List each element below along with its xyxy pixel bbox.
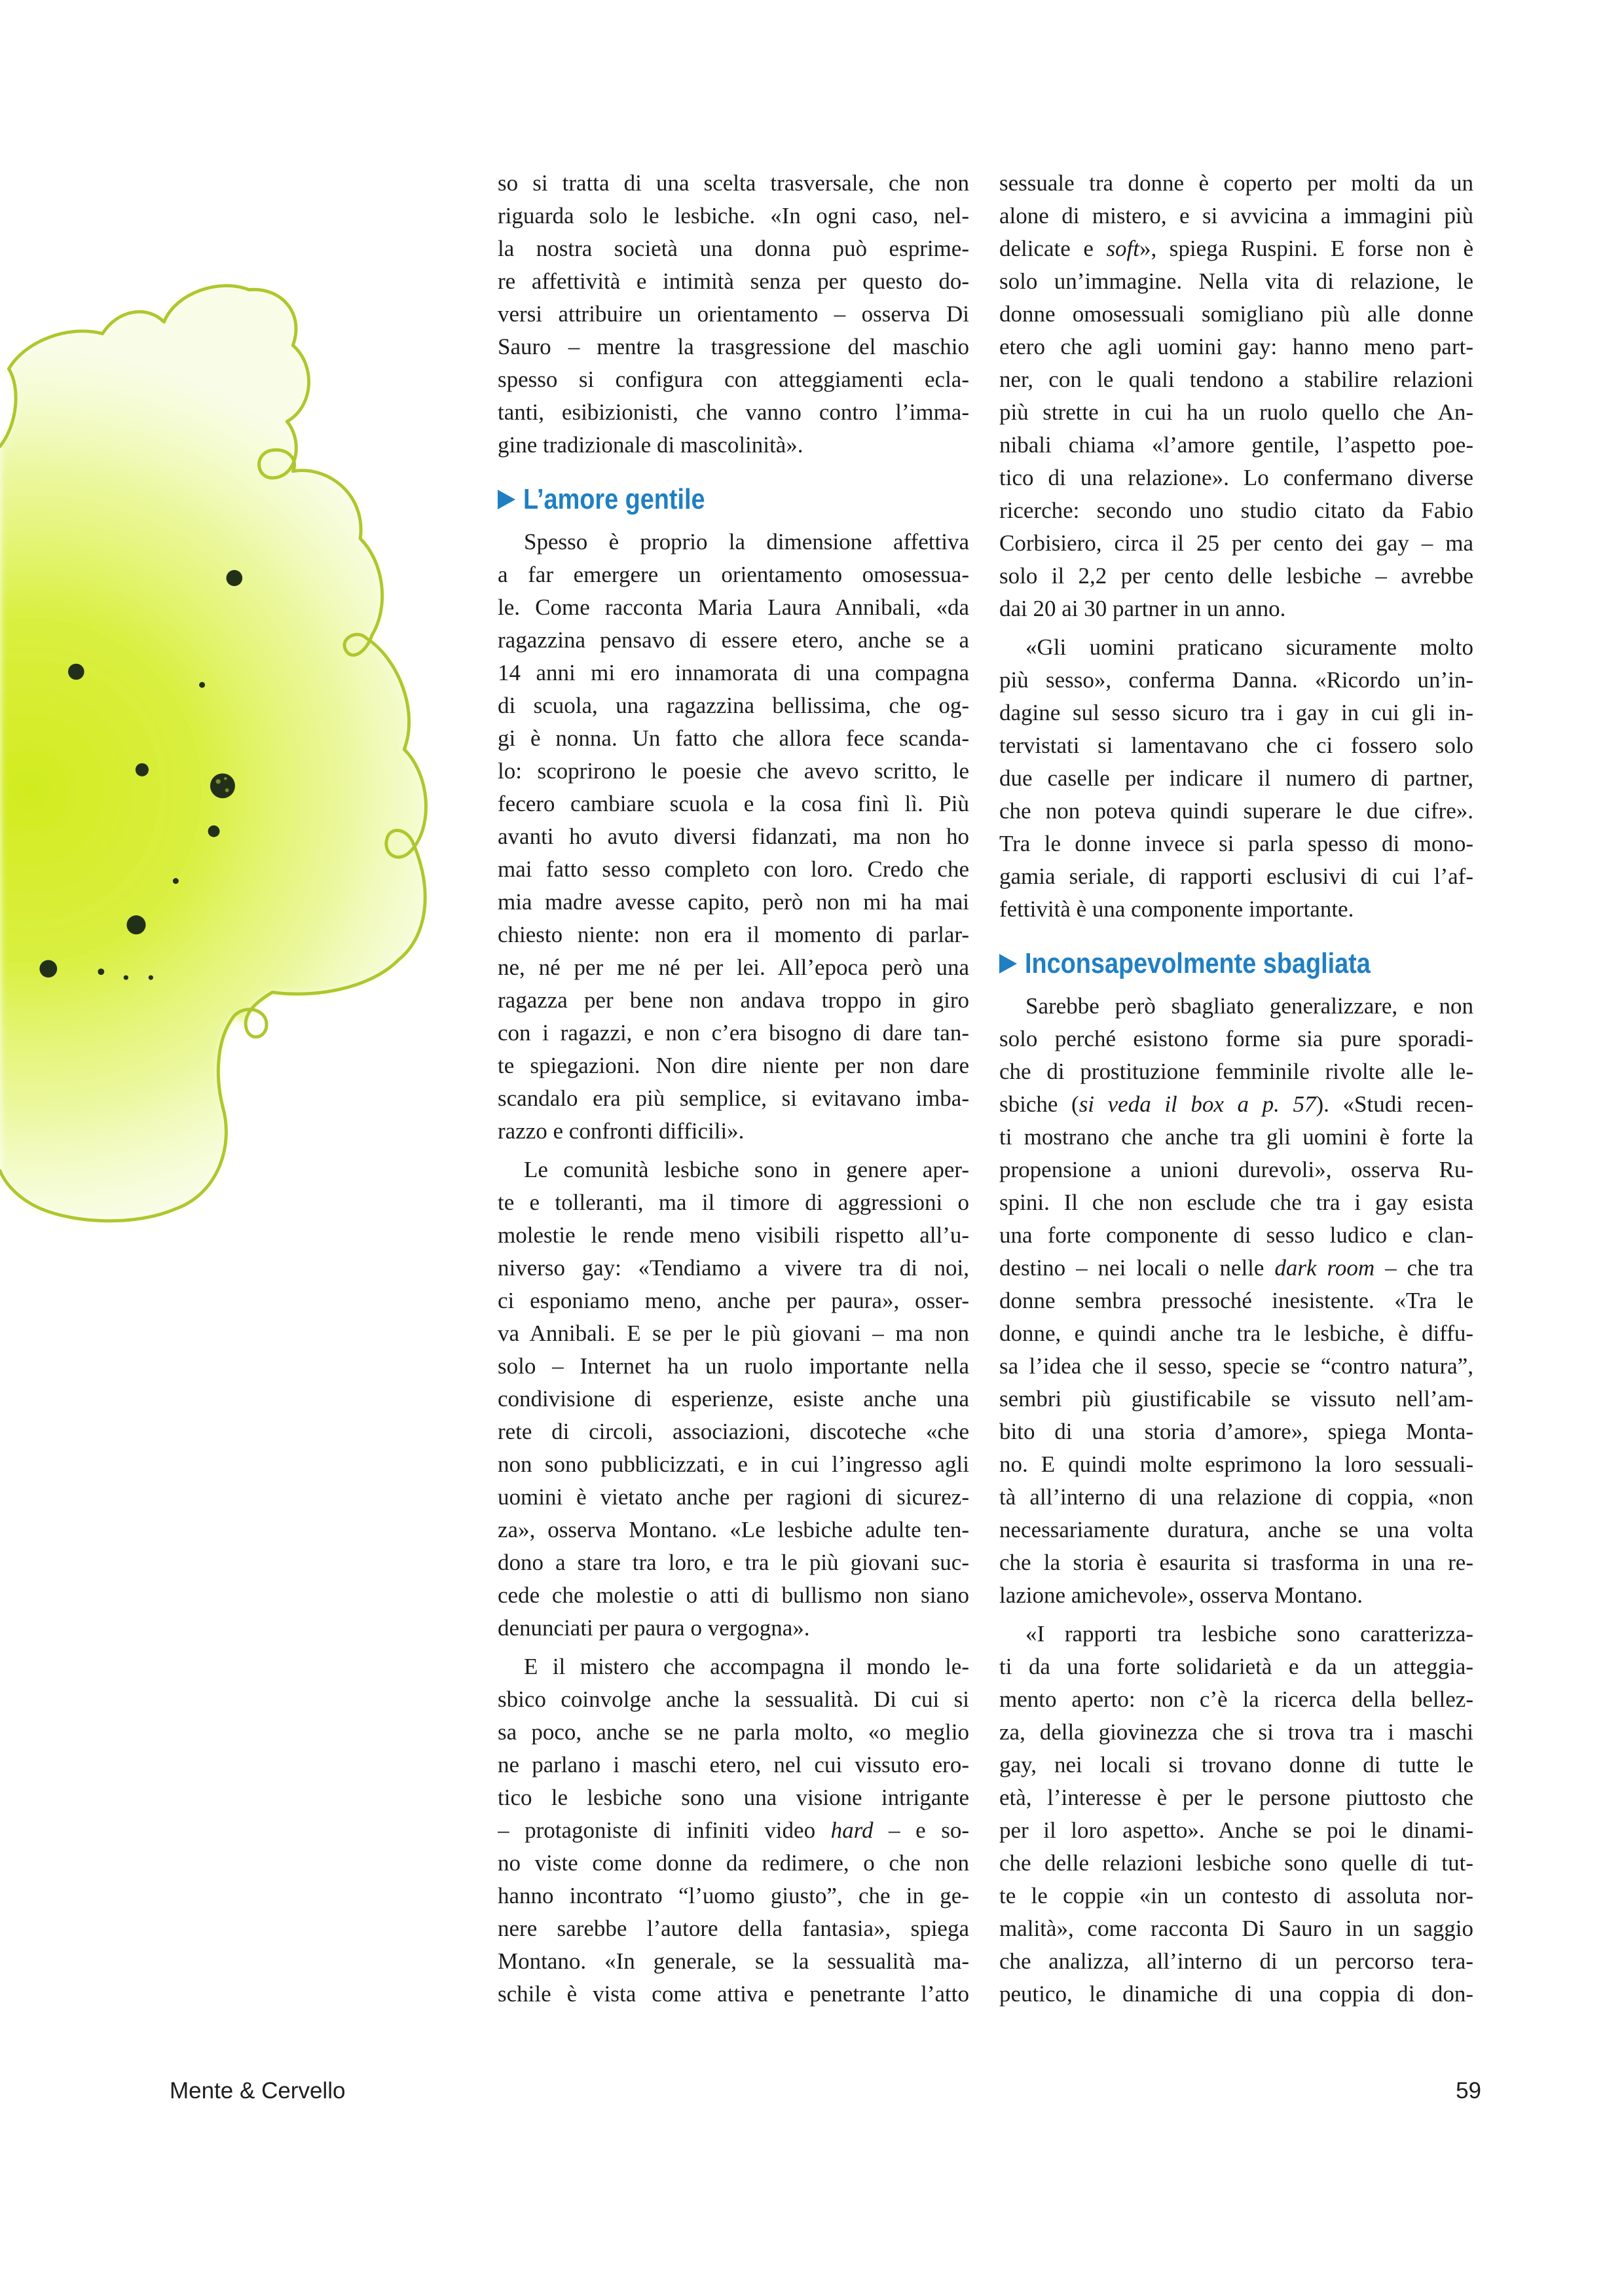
text-line: sessuale tra donne è coperto per molti da un [999,170,1473,196]
text-line: Tra le donne invece si parla spesso di mono- [999,831,1473,856]
watercolor-cloud-illustration [0,0,458,1244]
ink-dot-speck [225,788,229,792]
paragraph [498,1650,969,2011]
text-line: che delle relazioni lesbiche sono quelle di tut- [999,1850,1473,1876]
cloud-fill [0,285,426,1220]
text-line: scandalo era più semplice, si evitavano imba- [498,1085,969,1111]
text-line: che la storia è esaurita si trasforma in una re- [999,1550,1473,1575]
text-line: te spiegazioni. Non dire niente per non dare [498,1053,969,1078]
text-line: donne sembra pressoché inesistente. «Tra le [999,1288,1473,1313]
text-line: alone di mistero, e si avvicina a immagini più [999,203,1473,228]
ink-dot [227,570,243,587]
text-line: mia madre avesse capito, però non mi ha mai [498,889,969,915]
article-left-column [498,167,969,2011]
ink-dot [39,960,57,977]
text-line: una forte componente di sesso ludico e clan- [999,1222,1473,1248]
footer-page-number: 59 [1456,2078,1481,2104]
text-line: più sesso», conferma Danna. «Ricordo un’in- [999,667,1473,693]
section-heading-text: L’amore gentile [523,483,705,515]
text-segment: – protagoniste di infiniti video [498,1817,831,1843]
text-line: per il loro aspetto». Anche se poi le dinami- [999,1817,1473,1843]
text-line: mai fatto sesso completo con loro. Credo che [498,856,969,882]
text-line: «Gli uomini praticano sicuramente molto [1025,634,1473,660]
text-line: lazione amichevole», osserva Montano. [999,1582,1363,1608]
ink-dot [208,826,220,837]
text-line: E il mistero che accompagna il mondo le- [524,1654,969,1679]
text-line: te e tolleranti, ma il timore di aggressioni o [498,1190,969,1215]
text-line [999,232,1473,265]
text-segment: ). «Studi recen- [1316,1091,1473,1117]
text-line: la nostra società una donna può esprime- [498,236,969,261]
text-line: gi è nonna. Un fatto che allora fece scanda- [498,725,969,751]
text-line: sbico coinvolge anche la sessualità. Di cui si [498,1686,969,1712]
text-line: gay, nei locali si trovano donne di tutte le [999,1752,1473,1777]
section-heading-text: Inconsapevolmente sbagliata [1025,947,1371,979]
text-line: re affettività e intimità senza per questo do- [498,268,969,294]
text-line: schile è vista come attiva e penetrante l’atto [498,1981,969,2007]
text-line: che analizza, all’interno di un percorso tera- [999,1948,1473,1974]
text-line: dono a stare tra loro, e tra le più giovani suc- [498,1550,969,1575]
ink-dot [98,968,104,975]
text-line: sa l’idea che il sesso, specie se “contro natura”, [999,1353,1473,1379]
text-line: solo un’immagine. Nella vita di relazione, le [999,268,1473,294]
text-line: dagine sul sesso sicuro tra i gay in cui gli in- [999,700,1473,725]
text-line: due caselle per indicare il numero di partner, [999,765,1473,791]
text-line: che di prostituzione femminile rivolte alle le- [999,1059,1473,1084]
text-line: età, l’interesse è per le persone piuttosto che [999,1785,1473,1810]
text-segment: », spiega Ruspini. E forse non è [1139,236,1473,261]
text-line: non sono pubblicizzati, e in cui l’ingresso agli [498,1451,969,1477]
text-line: donne, e quindi anche tra le lesbiche, è diffu- [999,1321,1473,1346]
text-line: niverso gay: «Tendiamo a vivere tra di noi, [498,1255,969,1281]
text-line: condivisione di esperienze, esiste anche una [498,1386,969,1412]
paragraph [999,167,1473,625]
text-line: Le comunità lesbiche sono in genere aper- [524,1157,969,1182]
text-line: riguarda solo le lesbiche. «In ogni caso, nel- [498,203,969,228]
text-line: cede che molestie o atti di bullismo non siano [498,1582,969,1608]
text-line: denunciati per paura o vergogna». [498,1615,810,1641]
footer-magazine-name: Mente & Cervello [170,2078,346,2104]
text-line: ragazza per bene non andava troppo in giro [498,987,969,1013]
text-line: Montano. «In generale, se la sessualità ma- [498,1948,969,1974]
text-line: solo perché esistono forme sia pure sporadi- [999,1026,1473,1051]
text-line: ner, con le quali tendono a stabilire relazioni [999,367,1473,392]
text-line: te le coppie «in un contesto di assoluta nor- [999,1883,1473,1908]
text-line: che non poteva quindi superare le due cifre». [999,798,1473,824]
text-line [999,1252,1473,1285]
text-line: ti mostrano che anche tra gli uomini è forte la [999,1124,1473,1150]
text-line: mento aperto: non c’è la ricerca della bellez- [999,1686,1473,1712]
italic-text: dark room [1274,1255,1375,1281]
ink-dot [149,975,153,980]
text-line: «I rapporti tra lesbiche sono caratterizza- [1025,1621,1473,1647]
ink-dot-speck [216,779,221,784]
text-line: no viste come donne da redimere, o che non [498,1850,969,1876]
text-line: versi attribuire un orientamento – osserva Di [498,301,969,327]
text-line: molestie le rende meno visibili rispetto all’u- [498,1222,969,1248]
text-line: razzo e confronti difficili». [498,1118,745,1144]
triangle-right-icon [999,954,1017,974]
text-segment: – e so- [873,1817,969,1843]
text-line: sembri più giustificabile se vissuto nell’am- [999,1386,1473,1412]
text-line: lo: scoprirono le poesie che avevo scritto, le [498,758,969,784]
text-line: spesso si configura con atteggiamenti ecla- [498,367,969,392]
italic-text: soft [1106,236,1140,261]
text-line: fettività è una componente importante. [999,896,1354,922]
text-line: sa poco, anche se ne parla molto, «o meglio [498,1719,969,1745]
text-line: no. E quindi molte esprimono la loro sessuali- [999,1451,1473,1477]
paragraph [498,1154,969,1645]
text-line: spini. Il che non esclude che tra i gay esista [999,1190,1473,1215]
text-line: Sarebbe però sbagliato generalizzare, e non [1025,993,1473,1019]
text-line: ne, né per me né per lei. All’epoca però una [498,955,969,980]
text-line: nere sarebbe l’autore della fantasia», spiega [498,1916,969,1941]
text-line: tico le lesbiche sono una visione intrigante [498,1785,969,1810]
ink-dot [173,878,179,884]
paragraph [999,1618,1473,2011]
paragraph [498,167,969,462]
text-line: malità», come racconta Di Sauro in un saggio [999,1916,1473,1941]
text-line: a far emergere un orientamento omosessua- [498,562,969,587]
italic-text: si veda il box a p. 57 [1079,1091,1316,1117]
text-line: donne omosessuali somigliano più alle donne [999,301,1473,327]
paragraph [498,526,969,1148]
text-line: propensione a unioni durevoli», osserva Ru- [999,1157,1473,1182]
text-line: Spesso è proprio la dimensione affettiva [524,529,969,555]
text-line: con i ragazzi, e non c’era bisogno di dare tan- [498,1020,969,1046]
text-line: za, della giovinezza che si trova tra i maschi [999,1719,1473,1745]
text-segment: sbiche ( [999,1091,1079,1117]
text-line: tanti, esibizionisti, che vanno contro l’imma- [498,399,969,425]
text-line: solo il 2,2 per cento delle lesbiche – avrebbe [999,563,1473,589]
text-line: so si tratta di una scelta trasversale, che non [498,170,969,196]
ink-dot [210,773,235,798]
article-right-column [999,167,1473,2011]
ink-dot [136,763,149,776]
ink-dot [124,975,128,980]
ink-dot [68,664,84,680]
text-line: di scuola, una ragazzina bellissima, che og- [498,693,969,718]
text-line: fecero cambiare scuola e la cosa finì lì. Più [498,791,969,816]
text-line: ne parlano i maschi etero, nel cui vissuto ero- [498,1752,969,1777]
text-line: ci esponiamo meno, anche per paura», osser- [498,1288,969,1313]
text-line: hanno incontrato “l’uomo giusto”, che in ge- [498,1883,969,1908]
ink-dot [199,682,205,688]
text-line: chiesto niente: non era il momento di parlar- [498,922,969,947]
text-line [999,1088,1473,1121]
text-segment: destino – nei locali o nelle [999,1255,1275,1281]
text-line: za», osserva Montano. «Le lesbiche adulte ten- [498,1517,969,1542]
italic-text: hard [830,1817,874,1843]
triangle-right-icon [498,490,515,509]
text-line: necessariamente duratura, anche se una volta [999,1517,1473,1542]
text-line: dai 20 ai 30 partner in un anno. [999,596,1286,621]
text-segment: – che tra [1375,1255,1473,1281]
text-line: 14 anni mi ero innamorata di una compagna [498,660,969,685]
text-line: bito di una storia d’amore», spiega Monta- [999,1419,1473,1444]
ink-dot [126,915,145,934]
text-segment: delicate e [999,236,1107,261]
text-line: solo – Internet ha un ruolo importante nella [498,1353,969,1379]
text-line: ragazzina pensavo di essere etero, anche se a [498,627,969,653]
text-line: peutico, le dinamiche di una coppia di don- [999,1981,1473,2007]
section-heading [999,943,1473,984]
paragraph [999,990,1473,1612]
paragraph [999,631,1473,926]
text-line: nibali chiama «l’amore gentile, l’aspetto poe- [999,432,1473,458]
text-line: tico di una relazione». Lo confermano diverse [999,465,1473,490]
text-line: rete di circoli, associazioni, discoteche «che [498,1419,969,1444]
text-line: tà all’interno di una relazione di coppia, «non [999,1484,1473,1510]
ink-dot-speck [224,777,227,780]
text-line [498,1814,969,1847]
text-line: uomini è vietato anche per ragioni di sicurez- [498,1484,969,1510]
text-line: etero che agli uomini gay: hanno meno part- [999,334,1473,359]
text-line: le. Come racconta Maria Laura Annibali, «da [498,594,969,620]
section-heading [498,479,969,520]
text-line: gine tradizionale di mascolinità». [498,432,803,458]
text-line: tervistati si lamentavano che ci fossero solo [999,733,1473,758]
text-line: Corbisiero, circa il 25 per cento dei gay – ma [999,530,1473,556]
text-line: ti da una forte solidarietà e da un atteggia- [999,1654,1473,1679]
text-line: Sauro – mentre la trasgressione del maschio [498,334,969,359]
text-line: va Annibali. E se per le più giovani – ma non [498,1321,969,1346]
text-line: avanti ho avuto diversi fidanzati, ma non ho [498,824,969,849]
text-line: più strette in cui ha un ruolo quello che An- [999,399,1473,425]
text-line: gamia seriale, di rapporti esclusivi di cui l’af- [999,864,1473,889]
text-line: ricerche: secondo uno studio citato da Fabio [999,498,1473,523]
